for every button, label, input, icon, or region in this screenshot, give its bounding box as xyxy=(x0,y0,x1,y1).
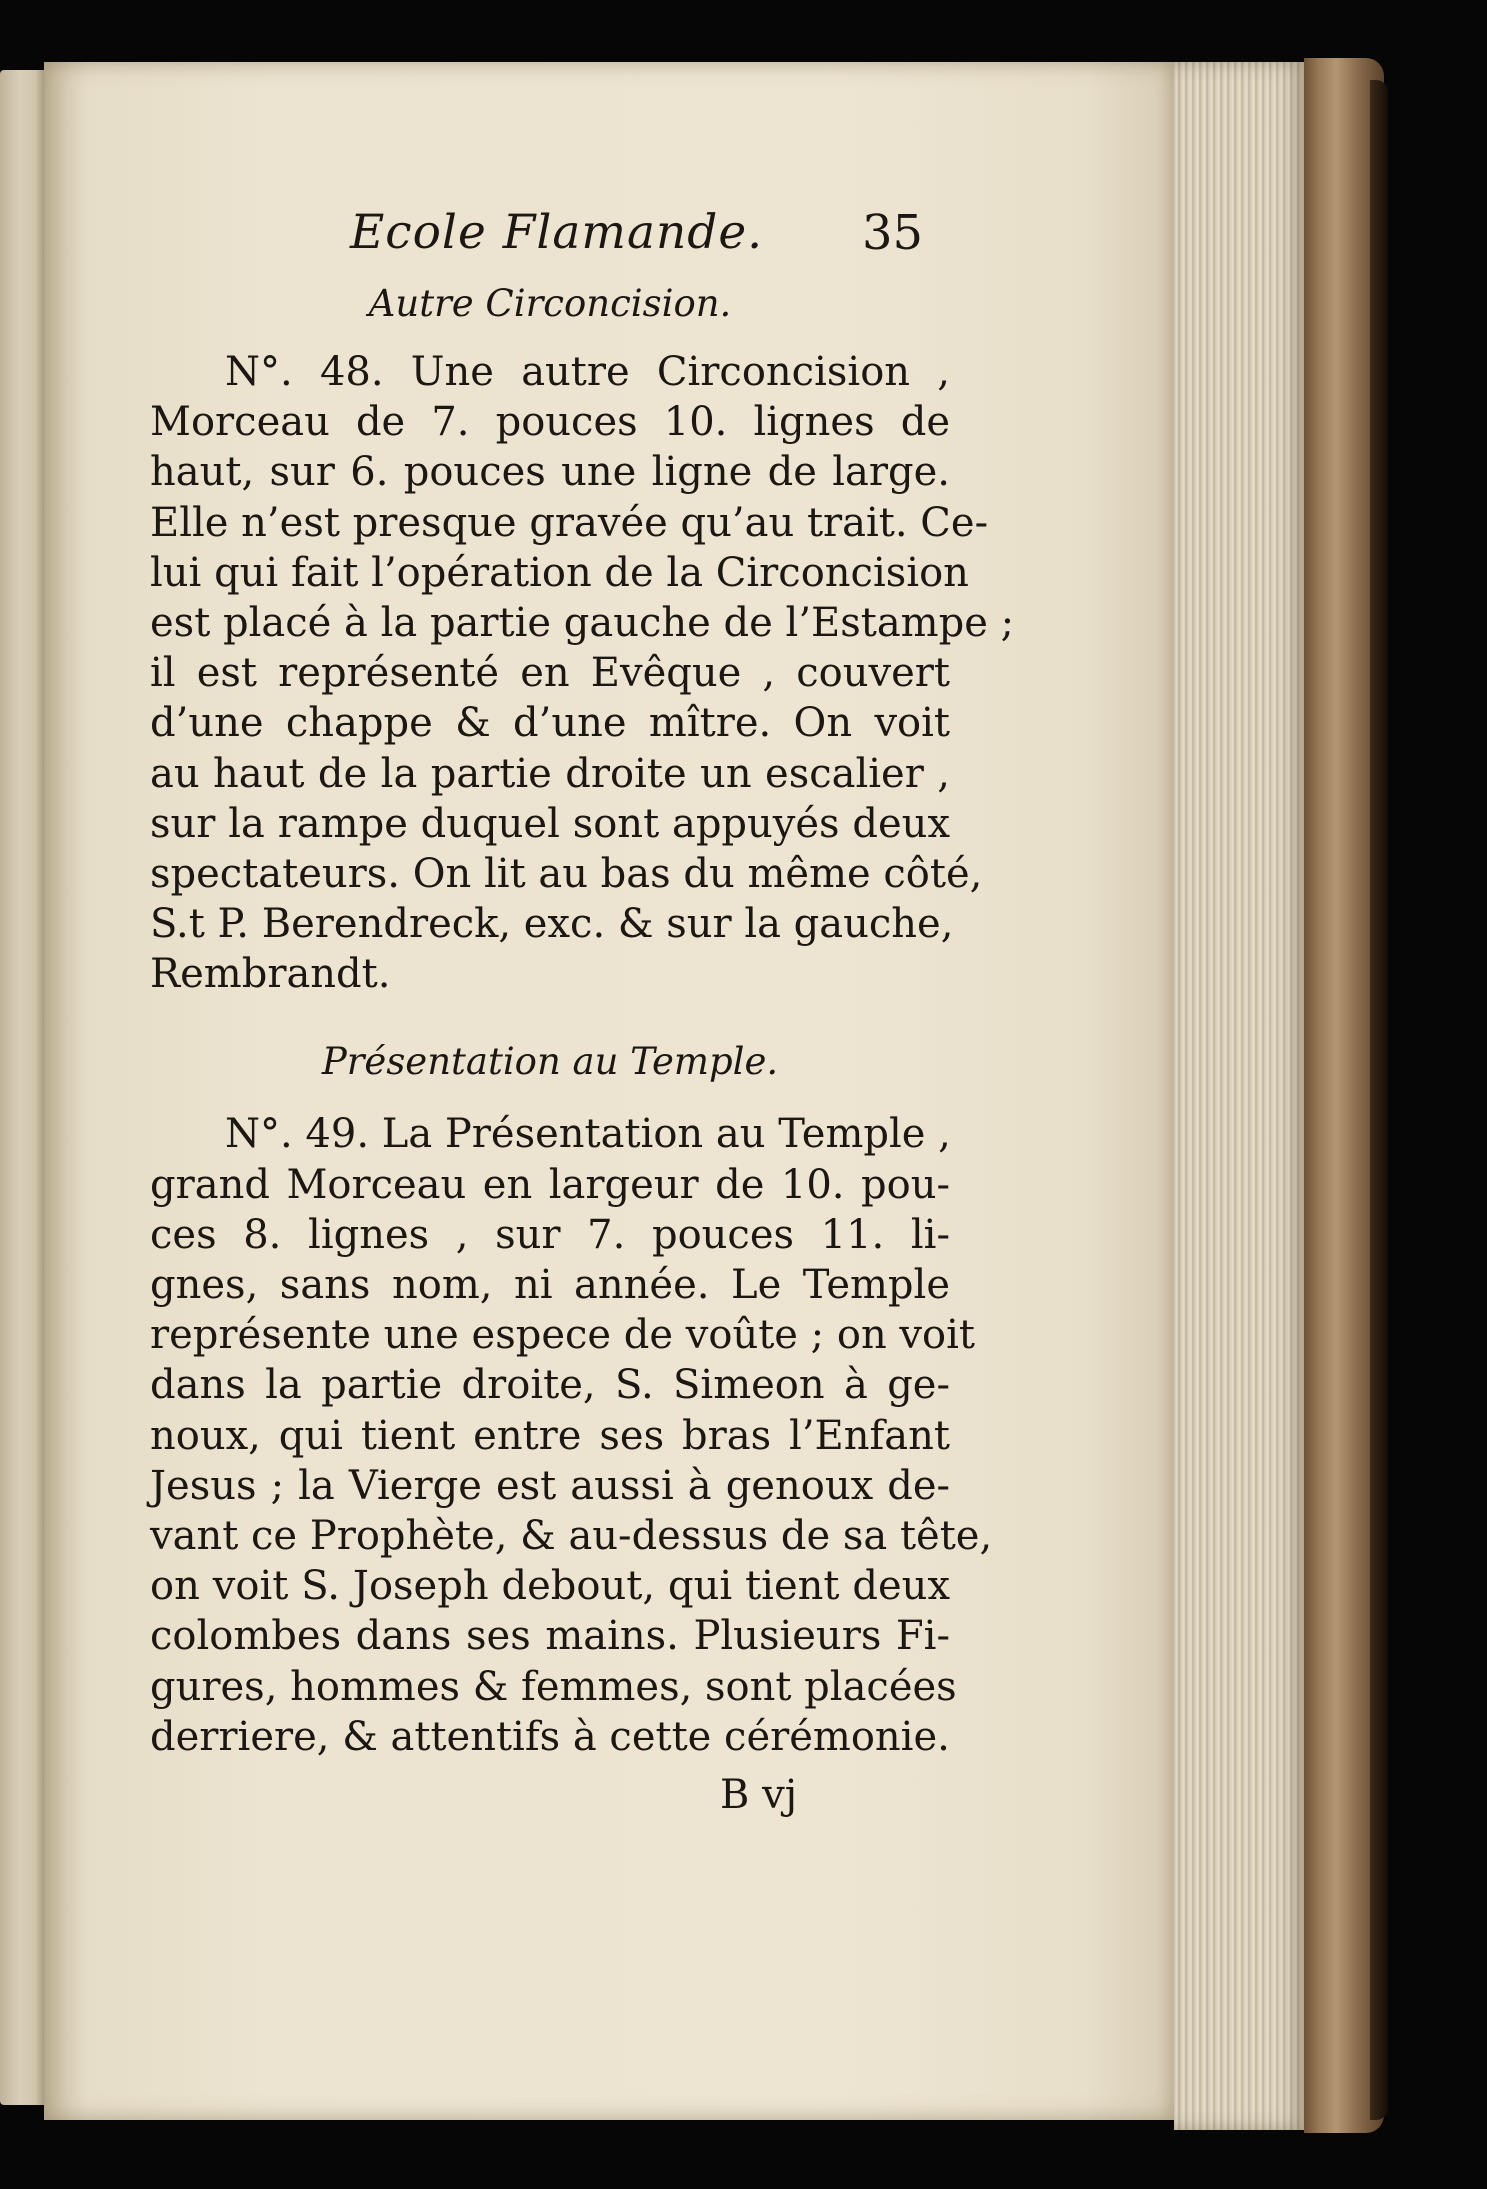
text-line: Morceau de 7. pouces 10. lignes de xyxy=(150,399,950,446)
text-line: gures, hommes & femmes, sont placées xyxy=(150,1663,957,1710)
entry-49-paragraph xyxy=(150,1109,993,1761)
section-title: Autre Circoncision. xyxy=(368,282,732,325)
cover-shadow xyxy=(1370,80,1388,2120)
text-line: sur la rampe duquel sont appuyés deux xyxy=(150,800,950,847)
text-line: ces 8. lignes , sur 7. pouces 11. li- xyxy=(150,1211,950,1258)
text-line: d’une chappe & d’une mître. On voit xyxy=(150,700,950,747)
text-line: noux, qui tient entre ses bras l’Enfant xyxy=(150,1412,950,1459)
text-line: N°. 48. Une autre Circoncision , xyxy=(225,349,950,395)
running-header xyxy=(150,205,950,275)
text-line: colombes dans ses mains. Plusieurs Fi- xyxy=(150,1613,950,1660)
text-line: lui qui fait l’opération de la Circoncision xyxy=(150,549,969,596)
text-line: est placé à la partie gauche de l’Estampe ; xyxy=(150,599,1015,646)
section-title: Présentation au Temple. xyxy=(321,1040,779,1084)
text-line: gnes, sans nom, ni année. Le Temple xyxy=(150,1262,950,1308)
page-number: 35 xyxy=(862,205,924,261)
text-line: vant ce Prophète, & au-dessus de sa tête, xyxy=(150,1512,993,1559)
text-block xyxy=(150,205,1015,1820)
text-line: Rembrandt. xyxy=(150,951,391,998)
text-line: au haut de la partie droite un escalier , xyxy=(150,750,950,797)
text-line: représente une espece de voûte ; on voit xyxy=(150,1312,975,1359)
text-line: grand Morceau en largeur de 10. pou- xyxy=(150,1161,950,1208)
text-line: Jesus ; la Vierge est aussi à genoux de- xyxy=(150,1462,950,1509)
running-title: Ecole Flamande. xyxy=(350,205,764,260)
text-line: Elle n’est presque gravée qu’au trait. Ce- xyxy=(150,499,989,546)
text-line: haut, sur 6. pouces une ligne de large. xyxy=(150,449,950,496)
text-line: on voit S. Joseph debout, qui tient deux xyxy=(150,1563,950,1610)
text-line: dans la partie droite, S. Simeon à ge- xyxy=(150,1362,950,1409)
text-line: S.t P. Berendreck, exc. & sur la gauche, xyxy=(150,901,954,948)
entry-48-paragraph xyxy=(150,347,1015,999)
text-line: N°. 49. La Présentation au Temple , xyxy=(225,1111,951,1158)
text-line: il est représenté en Evêque , couvert xyxy=(150,650,950,697)
page-stack-edges xyxy=(1174,62,1304,2130)
text-line: derriere, & attentifs à cette cérémonie. xyxy=(150,1713,950,1760)
signature-catchword: B vj xyxy=(720,1771,798,1818)
text-line: spectateurs. On lit au bas du même côté, xyxy=(150,850,983,897)
adjacent-page-edge xyxy=(0,70,44,2105)
